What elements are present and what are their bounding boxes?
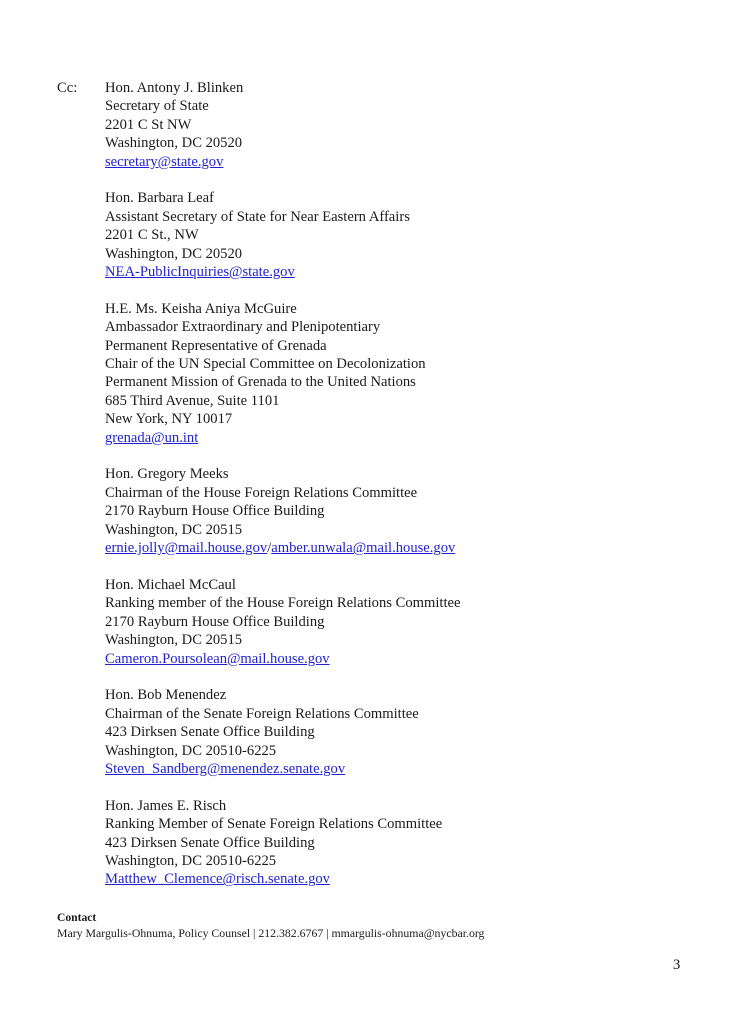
recipient-address: 2170 Rayburn House Office Building — [105, 613, 325, 630]
recipient-blinken — [105, 79, 705, 171]
recipient-name: Hon. Michael McCaul — [105, 576, 236, 593]
recipient-title: Assistant Secretary of State for Near Eastern Affairs — [105, 208, 410, 225]
recipient-title: Permanent Representative of Grenada — [105, 337, 327, 354]
recipient-title: Chair of the UN Special Committee on Decolonization — [105, 356, 426, 373]
email-separator: / — [267, 540, 272, 557]
recipient-title: Ambassador Extraordinary and Plenipotentiary — [105, 319, 381, 336]
email-link[interactable]: grenada@un.int — [105, 429, 199, 446]
recipient-city: Washington, DC 20515 — [105, 521, 243, 538]
recipient-name: H.E. Ms. Keisha Aniya McGuire — [105, 300, 297, 317]
recipient-city: Washington, DC 20510-6225 — [105, 742, 277, 759]
recipient-address: 2170 Rayburn House Office Building — [105, 503, 325, 520]
recipient-title: Ranking Member of Senate Foreign Relations Committee — [105, 816, 443, 833]
recipient-organization: Permanent Mission of Grenada to the United Nations — [105, 374, 416, 391]
recipient-address: 423 Dirksen Senate Office Building — [105, 724, 315, 741]
email-link[interactable]: Cameron.Poursolean@mail.house.gov — [105, 650, 330, 667]
contact-block — [57, 910, 697, 941]
recipient-meeks — [105, 465, 705, 557]
recipient-city: Washington, DC 20510-6225 — [105, 852, 277, 869]
email-link[interactable]: Steven_Sandberg@menendez.senate.gov — [105, 760, 346, 777]
contact-details: Mary Margulis-Ohnuma, Policy Counsel | 212.382.6767 | mmargulis-ohnuma@nycbar.org — [57, 926, 485, 940]
email-link[interactable]: ernie.jolly@mail.house.gov — [105, 540, 268, 557]
contact-label: Contact — [57, 911, 97, 924]
recipient-name: Hon. Barbara Leaf — [105, 190, 214, 207]
recipient-name: Hon. James E. Risch — [105, 797, 227, 814]
recipient-address: 2201 C St NW — [105, 116, 192, 133]
recipient-address: 423 Dirksen Senate Office Building — [105, 834, 315, 851]
recipient-address: 2201 C St., NW — [105, 227, 199, 244]
recipient-address: 685 Third Avenue, Suite 1101 — [105, 392, 280, 409]
recipient-title: Chairman of the House Foreign Relations Committee — [105, 484, 418, 501]
recipient-name: Hon. Gregory Meeks — [105, 466, 229, 483]
recipient-risch — [105, 797, 705, 889]
recipient-name: Hon. Bob Menendez — [105, 687, 227, 704]
email-link[interactable]: NEA-PublicInquiries@state.gov — [105, 264, 295, 281]
recipient-city: Washington, DC 20520 — [105, 245, 243, 262]
email-link[interactable]: amber.unwala@mail.house.gov — [271, 540, 456, 557]
recipient-title: Ranking member of the House Foreign Relations Committee — [105, 595, 461, 612]
email-link[interactable]: Matthew_Clemence@risch.senate.gov — [105, 871, 330, 888]
recipient-title: Chairman of the Senate Foreign Relations Committee — [105, 705, 419, 722]
recipient-menendez — [105, 686, 705, 778]
recipient-title: Secretary of State — [105, 98, 209, 115]
recipient-city: Washington, DC 20520 — [105, 135, 243, 152]
recipient-leaf — [105, 189, 705, 281]
recipient-mcguire — [105, 300, 705, 447]
cc-label: Cc: — [57, 80, 78, 96]
recipient-mccaul — [105, 576, 705, 668]
recipient-city: New York, NY 10017 — [105, 411, 233, 428]
recipient-city: Washington, DC 20515 — [105, 632, 243, 649]
email-link[interactable]: secretary@state.gov — [105, 153, 224, 170]
page-number: 3 — [673, 957, 681, 973]
recipient-name: Hon. Antony J. Blinken — [105, 80, 244, 96]
cc-recipient-list — [105, 79, 705, 907]
